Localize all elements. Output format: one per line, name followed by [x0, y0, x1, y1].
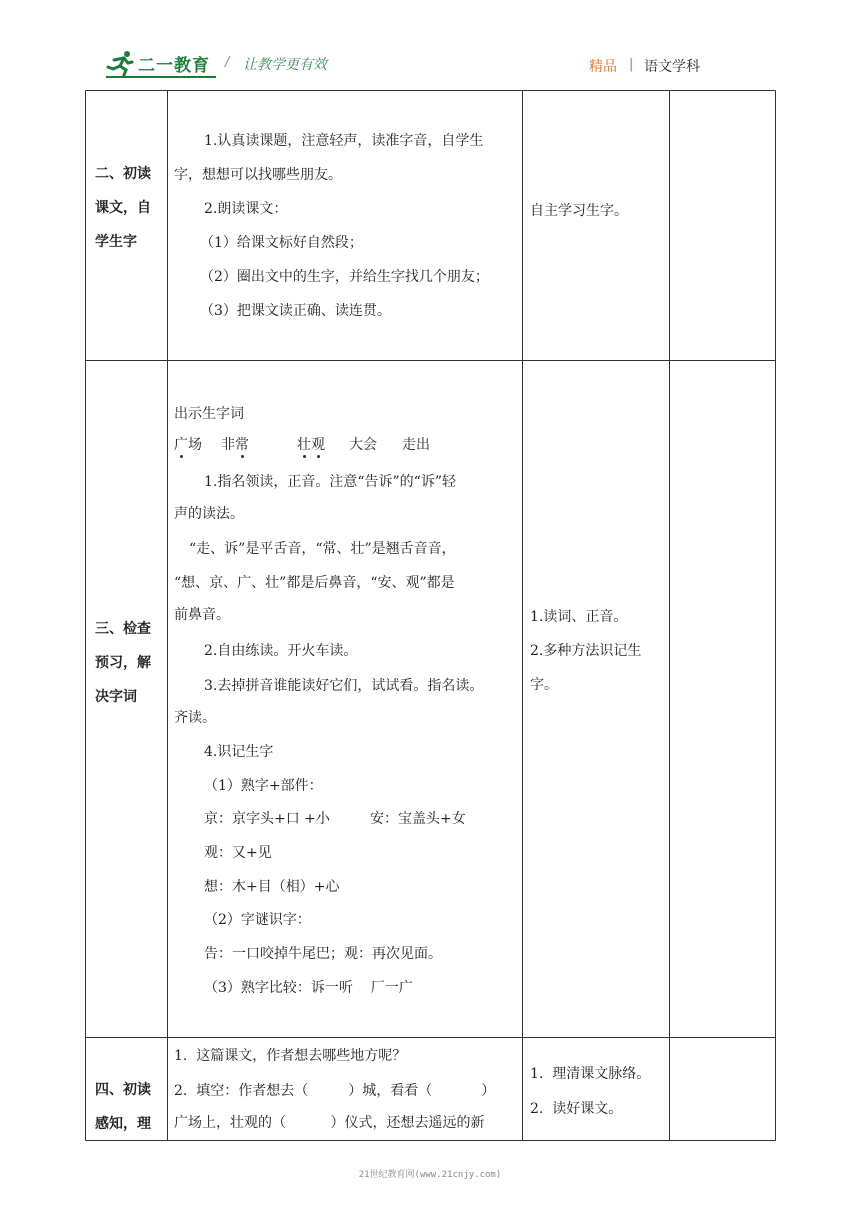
word-item: 大会 — [349, 437, 377, 453]
phase-label: 二、初读 课文，自 学生字 — [95, 166, 151, 250]
logo-text: 二一教育 — [138, 56, 210, 76]
word-item: 广场 — [174, 437, 202, 453]
quality-label: 精品 — [589, 59, 617, 75]
content-title: 出示生字词 — [174, 406, 244, 422]
page-footer: 21世纪教育网(www.21cnjy.com) — [358, 1170, 502, 1180]
word-item: 壮观 — [297, 437, 325, 453]
word-item: 走出 — [402, 437, 430, 453]
header-divider: | — [629, 57, 634, 72]
phase-label: 三、检查 预习，解 决字词 — [95, 621, 151, 705]
header-slogan: 让教学更有效 — [243, 57, 327, 73]
subject-label: 语文学科 — [644, 59, 700, 75]
word-item: 非常 — [221, 437, 249, 453]
header-slash: / — [225, 55, 230, 70]
design-intent: 自主学习生字。 — [530, 203, 628, 219]
phase-label: 四、初读 感知，理 — [95, 1082, 151, 1132]
